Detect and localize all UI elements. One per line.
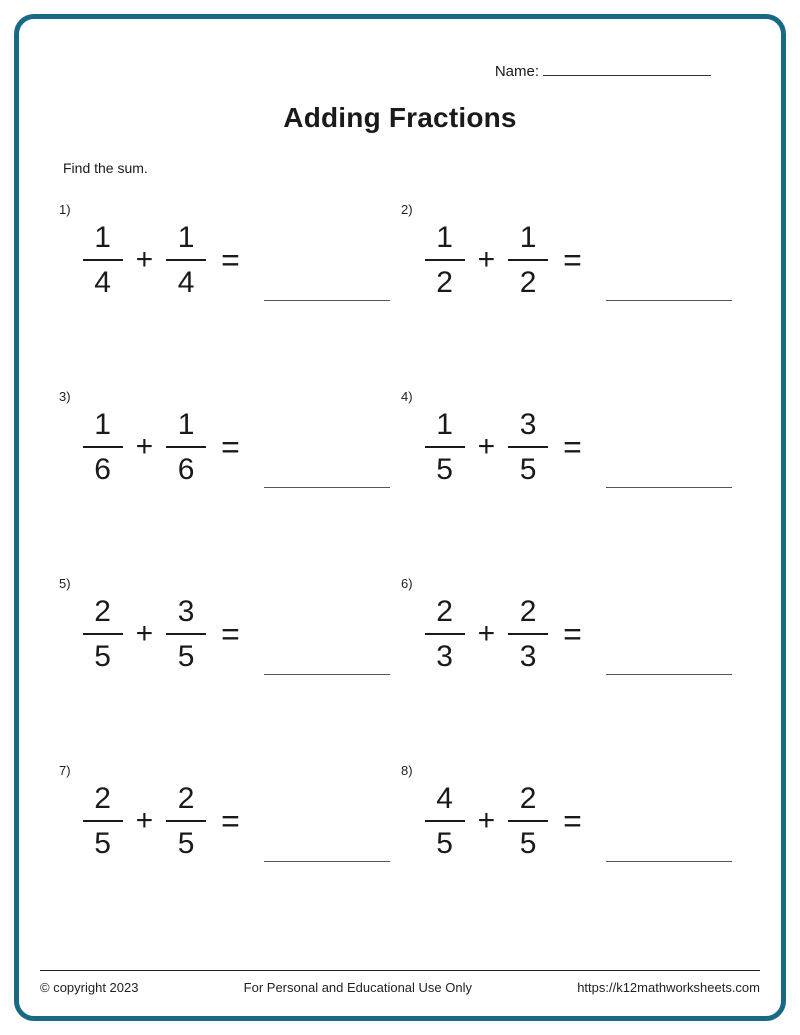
plus-operator: + [135,430,154,463]
plus-operator: + [477,804,496,837]
fraction-numerator: 2 [508,593,548,636]
fraction-denominator: 5 [177,640,195,673]
fraction-first [425,780,465,863]
problem-4 [401,391,743,503]
fraction-first [425,219,465,302]
problem-number: 1) [59,202,71,217]
fraction-numerator: 2 [83,780,123,823]
problem-number: 4) [401,389,413,404]
fraction-denominator: 4 [177,266,195,299]
fraction-numerator: 3 [166,593,206,636]
fraction-first [425,406,465,489]
fraction-first [83,593,123,676]
fraction-denominator: 2 [436,266,453,299]
fraction-denominator: 5 [436,453,453,486]
fraction-numerator: 2 [508,780,548,823]
plus-operator: + [477,617,496,650]
fraction-numerator: 2 [425,593,465,636]
fraction-denominator: 5 [436,827,453,860]
fraction-numerator: 1 [83,219,123,262]
plus-operator: + [477,430,496,463]
problem-number: 2) [401,202,413,217]
fraction-numerator: 2 [83,593,123,636]
fraction-numerator: 4 [425,780,465,823]
fraction-denominator: 6 [177,453,195,486]
fraction-second [166,406,206,489]
plus-operator: + [135,617,154,650]
fraction-second [508,406,548,489]
fraction-denominator: 2 [519,266,537,299]
fraction-numerator: 1 [508,219,548,262]
answer-blank [264,861,390,862]
fraction-second [508,219,548,302]
problem-2 [401,204,743,316]
equals-operator: = [221,615,240,652]
answer-blank [606,487,732,488]
fraction-first [83,780,123,863]
name-label: Name: [494,63,539,80]
answer-blank [606,300,732,301]
problem-7 [59,765,401,877]
fraction-denominator: 6 [94,453,111,486]
fraction-denominator: 3 [436,640,453,673]
problem-3 [59,391,401,503]
equals-operator: = [563,241,582,278]
worksheet-page [19,19,781,1016]
answer-blank [264,674,390,675]
problem-number: 3) [59,389,71,404]
answer-blank [606,861,732,862]
equals-operator: = [221,802,240,839]
fraction-numerator: 1 [425,219,465,262]
fraction-numerator: 1 [425,406,465,449]
fraction-first [83,219,123,302]
fraction-denominator: 5 [94,827,111,860]
fraction-first [83,406,123,489]
plus-operator: + [477,243,496,276]
fraction-second [508,780,548,863]
equals-operator: = [563,428,582,465]
problem-8 [401,765,743,877]
name-blank-line [543,63,711,76]
answer-blank [264,300,390,301]
fraction-numerator: 1 [166,219,206,262]
equals-operator: = [563,615,582,652]
plus-operator: + [135,804,154,837]
name-row [57,63,743,80]
problem-number: 6) [401,576,413,591]
instruction-text: Find the sum. [63,160,148,176]
equals-operator: = [563,802,582,839]
fraction-second [166,780,206,863]
fraction-second [166,593,206,676]
fraction-denominator: 5 [519,453,537,486]
fraction-denominator: 4 [94,266,111,299]
fraction-numerator: 2 [166,780,206,823]
answer-blank [606,674,732,675]
fraction-numerator: 1 [166,406,206,449]
fraction-numerator: 1 [83,406,123,449]
fraction-denominator: 5 [519,827,537,860]
problem-5 [59,578,401,690]
fraction-second [508,593,548,676]
problem-6 [401,578,743,690]
fraction-denominator: 5 [177,827,195,860]
problems-grid [59,190,743,938]
problem-number: 7) [59,763,71,778]
fraction-second [166,219,206,302]
answer-blank [264,487,390,488]
usage-text: For Personal and Educational Use Only [243,980,473,995]
fraction-numerator: 3 [508,406,548,449]
equals-operator: = [221,241,240,278]
copyright-text: © copyright 2023 [40,980,139,995]
equals-operator: = [221,428,240,465]
plus-operator: + [135,243,154,276]
problem-number: 8) [401,763,413,778]
problem-number: 5) [59,576,71,591]
fraction-denominator: 3 [519,640,537,673]
page-footer [40,970,760,995]
problem-1 [59,204,401,316]
fraction-denominator: 5 [94,640,111,673]
fraction-first [425,593,465,676]
page-title: Adding Fractions [283,102,517,133]
website-url: https://k12mathworksheets.com [577,980,760,995]
